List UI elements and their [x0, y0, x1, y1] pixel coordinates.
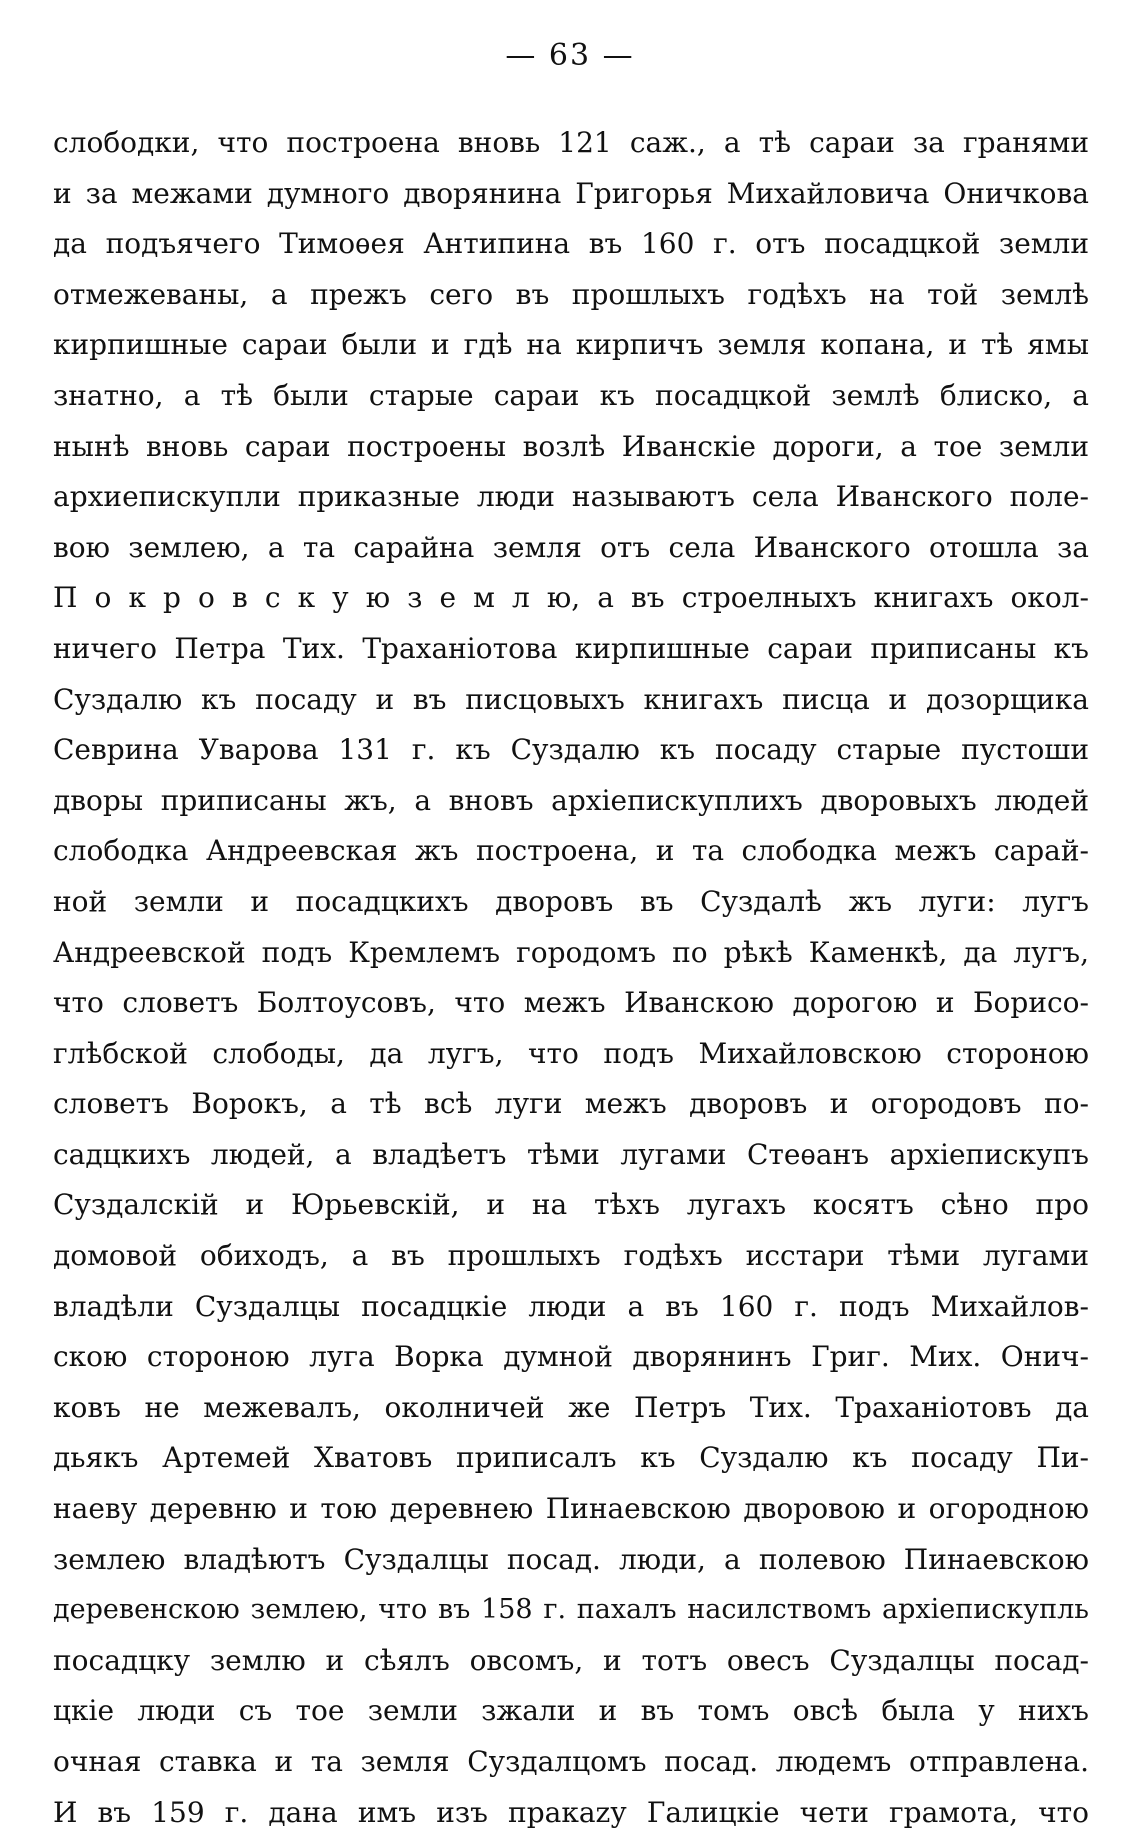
text-line: посадцку землю и сѣялъ овсомъ, и тотъ овесъ Суздалцы посад- [53, 1643, 1089, 1677]
text-line: домовой обиходъ, а въ прошлыхъ годѣхъ исстари тѣми лугами [53, 1239, 1089, 1273]
text-line: Севрина Уварова 131 г. къ Суздалю къ посаду старые пустоши [53, 733, 1089, 767]
text-line: нынѣ вновь сараи построены возлѣ Иванскіе дороги, а тое земли [53, 429, 1089, 463]
page-number: — 63 — [505, 38, 635, 73]
text-line: землею владѣютъ Суздалцы посад. люди, а полевою Пинаевскою [53, 1542, 1089, 1576]
text-line: слободки, что построена вновь 121 саж., а тѣ сараи за гранями [53, 126, 1089, 159]
text-line: очная ставка и та земля Суздалцомъ посад. людемъ отправлена. [53, 1745, 1089, 1778]
text-line: глѣбской слободы, да лугъ, что подъ Михайловскою стороною [53, 1036, 1089, 1070]
text-line: отмежеваны, а прежъ сего въ прошлыхъ годѣхъ на той землѣ [53, 277, 1089, 311]
text-line: ной земли и посадцкихъ дворовъ въ Суздалѣ жъ луги: лугъ [53, 884, 1089, 918]
text-line: Суздалскій и Юрьевскій, и на тѣхъ лугахъ косятъ сѣно про [53, 1188, 1089, 1222]
text-line: слободка Андреевская жъ построена, и та слободка межъ сарай- [53, 834, 1089, 868]
text-line: Андреевской подъ Кремлемъ городомъ по рѣкѣ Каменкѣ, да лугъ, [53, 935, 1089, 969]
text-line: деревенскою землею, что въ 158 г. пахалъ насилствомъ архіепискупль [53, 1594, 1089, 1626]
text-line: владѣли Суздалцы посадцкіе люди а въ 160 г. подъ Михайлов- [53, 1289, 1089, 1323]
text-line: дьякъ Артемей Хватовъ приписалъ къ Суздалю къ посаду Пи- [53, 1441, 1089, 1475]
text-line: ничего Петра Тих. Траханіотова кирпишные сараи приписаны къ [53, 631, 1089, 665]
text-line: архиепискупли приказные люди называютъ села Иванского поле- [53, 480, 1089, 514]
text-line: скою стороною луга Ворка думной дворянинъ Григ. Мих. Онич- [53, 1340, 1089, 1374]
text-line: да подъячего Тимоѳея Антипина въ 160 г. отъ посадцкой земли [53, 227, 1089, 261]
text-line: наеву деревню и тою деревнею Пинаевскою дворовою и огородною [53, 1492, 1089, 1526]
text-line: ковъ не межевалъ, околничей же Петръ Тих. Траханіотовъ да [53, 1390, 1089, 1424]
text-line: цкіе люди съ тое земли зжали и въ томъ овсѣ была у нихъ [53, 1694, 1089, 1728]
text-line: знатно, а тѣ были старые сараи къ посадцкой землѣ блиско, а [53, 378, 1089, 412]
text-line: И въ 159 г. дана имъ изъ пракazу Галицкіе чети грамота, что [53, 1795, 1089, 1829]
text-line: П о к р о в с к у ю з е м л ю, а въ строелныхъ книгахъ окол- [53, 581, 1089, 615]
text-line: словетъ Ворокъ, а тѣ всѣ луги межъ дворовъ и огородовъ по- [53, 1087, 1089, 1121]
body-text [53, 118, 1089, 1838]
text-line: вою землею, а та сарайна земля отъ села Иванского отошла за [53, 530, 1089, 564]
text-line: и за межами думного дворянина Григорья Михайловича Оничкова [53, 176, 1089, 210]
text-line: Суздалю къ посаду и въ писцовыхъ книгахъ писца и дозорщика [53, 682, 1089, 716]
text-line: дворы приписаны жъ, а вновъ архіепискуплихъ дворовыхъ людей [53, 783, 1089, 817]
text-line: что словетъ Болтоусовъ, что межъ Иванскою дорогою и Борисо- [53, 986, 1089, 1020]
text-line: садцкихъ людей, а владѣетъ тѣми лугами Стеѳанъ архіепискупъ [53, 1137, 1089, 1171]
text-line: кирпишные сараи были и гдѣ на кирпичъ земля копана, и тѣ ямы [53, 328, 1089, 362]
